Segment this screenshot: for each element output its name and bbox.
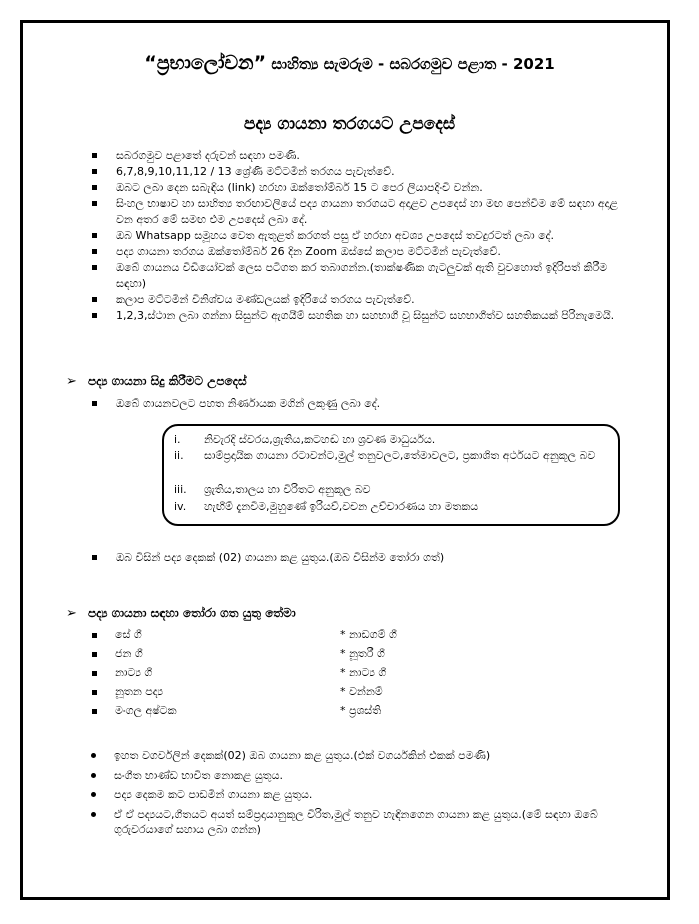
song-count-note: ඔබ විසින් පද්‍ය දෙකක් (02) ගායනා කළ යුතුය.(ඔබ විසින්ම තෝරා ගත්): [88, 550, 633, 566]
theme-right: * වන්නම්: [340, 685, 383, 698]
arrow-bullet-icon: ➢: [66, 606, 77, 621]
title-rest: සාහිත්‍ය සැමරුම - සබරගමුව පළාත - 2021: [271, 55, 555, 73]
note-list: [88, 550, 633, 566]
theme-right: * නූතරී ගී: [340, 647, 385, 660]
instruction-item: 6,7,8,9,10,11,12 / 13 ශ්‍රේණි මට්ටමින් තරගය පැවැත්වේ.: [88, 164, 633, 180]
instruction-item: සිංහල භාෂාව හා සාහිත්‍ය තරඟාවලියේ පද්‍ය ගායනා තරගයට අදාළව උපදෙස් හා මඟ පෙන්වීම මේ සඳහා අදාළ වන අතර මේ සමඟ එම උපදෙස් ලබා දේ.: [88, 196, 633, 228]
arrow-bullet-icon: ➢: [66, 374, 77, 389]
final-note: ඉහත වගර්වලින් දෙකක්(02) ඔබ ගායනා කළ යුතුය.(එක් වගර්යකින් එකක් පමණි): [86, 748, 636, 764]
instruction-item: ඔබට ලබා දෙන සබැඳිය (link) හරහා ඔක්තෝම්බර් 15 ට පෙර ලියාපදිංචි වන්න.: [88, 180, 633, 196]
instruction-item: 1,2,3,ස්ථාන ලබා ගන්නා සිසුන්ට ඇගයීම් සහතික හා සහභාගී වූ සිසුන්ට සහභාගීත්ව සහතිකයක් පිරිනැමෙයි.: [88, 308, 633, 324]
page-subtitle: පද්‍ය ගායනා තරගයට උපදෙස්: [243, 114, 456, 134]
instruction-item: සබරගමුව පළාතේ දරුවන් සඳහා පමණි.: [88, 148, 633, 164]
criteria-intro: ඔබේ ගායනවලට පහත නිර්ණායක මගින් ලකුණු ලබා දේ.: [88, 396, 633, 412]
theme-right: * ප්‍රශස්ති: [340, 704, 382, 717]
instruction-list: [88, 148, 633, 324]
page-title: [0, 52, 699, 74]
theme-left: ජන ගී: [92, 647, 143, 661]
theme-left: නාට්‍ය ගී: [92, 666, 152, 680]
theme-right: * නාට්‍ය ගී: [340, 666, 387, 679]
theme-right: * නාඩගම් ගී: [340, 628, 397, 641]
instruction-item: පද්‍ය ගායනා තරගය ඔක්තෝම්බර් 26 දින Zoom ඔස්සේ කලාප මට්ටමින් පැවැත්වේ.: [88, 244, 633, 260]
theme-left: මංගල අෂ්ටක: [92, 704, 177, 718]
section-heading-themes: ➢ පද්‍ය ගායනා සඳහා තෝරා ගත යුතු තේමා: [66, 606, 296, 621]
theme-left: නූතන පද්‍ය: [92, 685, 163, 699]
final-note: ඒ ඒ පද්‍යයට,ගීතයට අයත් සම්ප්‍රදායානුකූල විරිත,මුල් තනුව හැඳිනගෙන ගායනා කළ යුතුය.(මේ සඳහා ඔබේ ගුරුවරයාගේ සහාය ලබා ගන්න): [86, 807, 636, 838]
theme-left: සේ ගී: [92, 628, 142, 642]
final-notes-list: [86, 748, 636, 842]
final-note: පද්‍ය දෙකම කට පාඩමින් ගායනා කළ යුතුය.: [86, 787, 636, 803]
instruction-item: ඔබේ ගායනය වීඩියෝවක් ලෙස පටිගත කර තබාගන්න.(තාක්ෂණික ගැටලුවක් ඇති වුවහොත් ඉදිරිපත් කිරීම සඳහා): [88, 260, 633, 292]
criteria-box: i. නිවැරදි ස්වරය,ශ්‍රැතිය,කටහඬ හා ශ්‍රවණ මාධුර්යය. ii. සාම්ප්‍රදායික ගායනා රටාවන්ට,මුල් තනුවලට,තේමාවලට, ප්‍රකාශිත අර්ථයට අනුකූල බව iii. ශ්‍රැතිය,තාලය හා වීරිතට අනුකූල බව iv. හැඟීම් දැනවීම,මුහුණේ ඉරියව්,වචන උච්චාරණය හා මතකය: [162, 424, 620, 526]
instruction-item: කලාප මට්ටමින් විනිශ්චය මණ්ඩලයක් ඉදිරියේ තරගය පැවැත්වේ.: [88, 292, 633, 308]
final-note: සංගීත භාණ්ඩ භාවිත නොකළ යුතුය.: [86, 768, 636, 784]
criteria-intro-list: [88, 396, 633, 412]
section-heading-performance: ➢ පද්‍ය ගායනා සිදු කිරීමට උපදෙස්: [66, 374, 247, 389]
instruction-item: ඔබ Whatsapp සමූහය වෙත ඇතුළත් කරගත් පසු ඒ හරහා අවශ්‍ය උපදෙස් තවදුරටත් ලබා දේ.: [88, 228, 633, 244]
title-main: “ප්‍රභාලෝචන”: [144, 52, 267, 74]
